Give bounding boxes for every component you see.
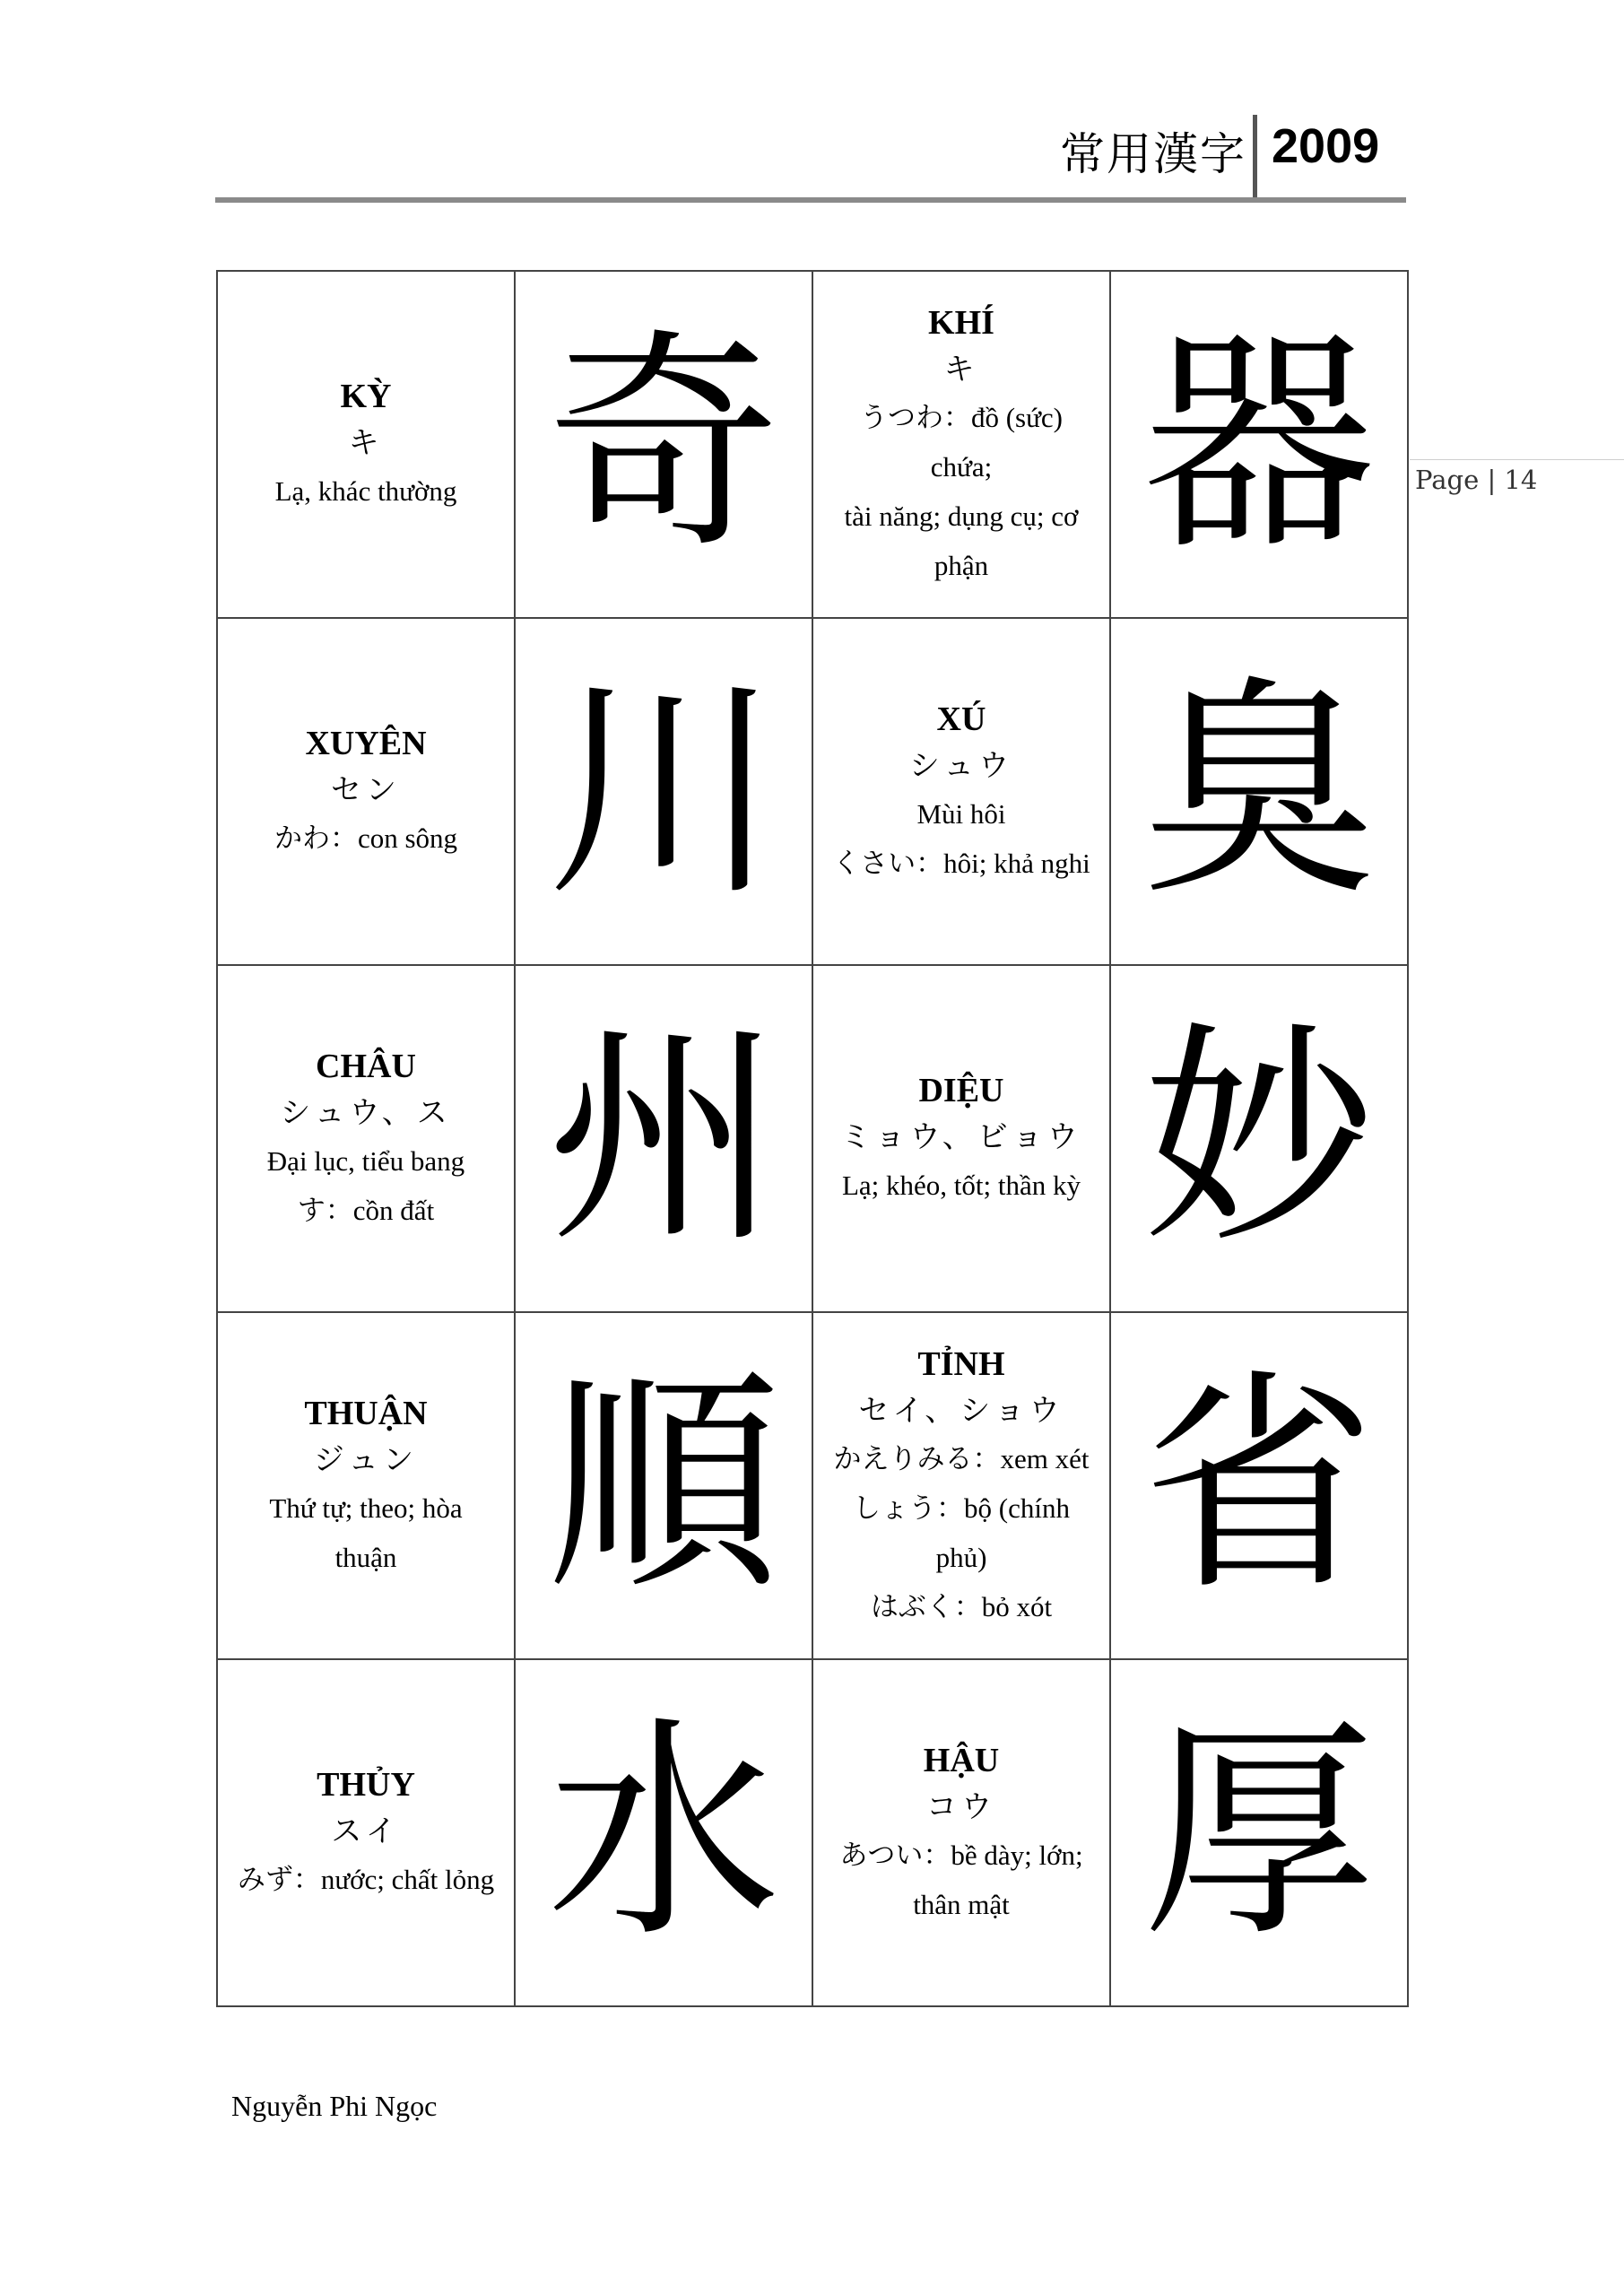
page-header	[215, 108, 1406, 203]
kanji-row	[217, 1312, 1408, 1659]
kanji-glyph-cell	[515, 271, 812, 618]
meaning-line: かわ：con sông	[274, 822, 458, 854]
kanji-info-cell	[812, 1312, 1110, 1659]
sino-vietnamese-reading: CHÂU	[316, 1047, 416, 1085]
meaning-line: phận	[934, 549, 989, 581]
kanji-info-cell	[812, 271, 1110, 618]
sino-vietnamese-reading: THỦY	[317, 1766, 415, 1804]
meaning-line: thân mật	[913, 1888, 1010, 1920]
sino-vietnamese-reading: KHÍ	[928, 303, 994, 342]
meaning-line: あつい：bề dày; lớn;	[839, 1839, 1083, 1871]
kanji-character: 川	[547, 656, 780, 927]
meaning-line: Mùi hôi	[916, 797, 1006, 830]
kanji-info-cell	[812, 1659, 1110, 2006]
kanji-glyph-cell	[515, 965, 812, 1312]
header-year: 2009	[1272, 119, 1380, 173]
kanji-row	[217, 1659, 1408, 2006]
kanji-row	[217, 271, 1408, 618]
kanji-glyph-cell	[1110, 618, 1408, 965]
sino-vietnamese-reading: HẬU	[923, 1741, 1000, 1779]
kanji-glyph-cell	[1110, 1312, 1408, 1659]
kanji-info-cell	[812, 618, 1110, 965]
sino-vietnamese-reading: XUYÊN	[305, 725, 427, 762]
meaning-line: しょう：bộ (chính	[853, 1492, 1070, 1524]
kanji-glyph-cell	[515, 618, 812, 965]
kanji-character: 奇	[547, 309, 780, 580]
header-rule	[215, 197, 1406, 203]
onyomi-reading: セイ、ショウ	[858, 1392, 1064, 1429]
kanji-info-cell	[812, 965, 1110, 1312]
meaning-line: みず：nước; chất lỏng	[237, 1864, 495, 1895]
meaning-line: phủ)	[935, 1541, 987, 1573]
kanji-info-cell	[217, 1312, 515, 1659]
onyomi-reading: セン	[331, 772, 401, 808]
kanji-glyph-cell	[1110, 271, 1408, 618]
kanji-glyph-cell	[515, 1659, 812, 2006]
kanji-glyph-cell	[1110, 1659, 1408, 2006]
kanji-info-cell	[217, 271, 515, 618]
kanji-character: 州	[547, 1003, 780, 1274]
sino-vietnamese-reading: THUẬN	[304, 1394, 428, 1432]
page-number-rule	[1410, 459, 1624, 460]
meaning-line: す：cồn đất	[297, 1194, 435, 1226]
onyomi-reading: コウ	[926, 1788, 996, 1825]
kanji-glyph-cell	[1110, 965, 1408, 1312]
header-divider	[1253, 115, 1257, 197]
onyomi-reading: シュウ	[908, 747, 1014, 784]
onyomi-reading: キ	[943, 351, 979, 387]
meaning-line: Đại lục, tiểu bang	[266, 1144, 465, 1177]
sino-vietnamese-reading: TỈNH	[917, 1344, 1005, 1383]
onyomi-reading: キ	[348, 425, 384, 461]
kanji-info-cell	[217, 618, 515, 965]
footer-author: Nguyễn Phi Ngọc	[231, 2090, 438, 2122]
kanji-character: 妙	[1142, 1003, 1376, 1274]
onyomi-reading: ミョウ、ビョウ	[840, 1119, 1082, 1155]
onyomi-reading: ジュン	[313, 1441, 419, 1478]
meaning-line: tài năng; dụng cụ; cơ	[844, 500, 1079, 532]
meaning-line: Lạ, khác thường	[274, 475, 457, 507]
header-title: 常用漢字	[1060, 128, 1246, 180]
kanji-character: 臭	[1142, 656, 1376, 927]
kanji-table	[216, 270, 1409, 2007]
sino-vietnamese-reading: XÚ	[936, 700, 986, 738]
meaning-line: うつわ：đồ (sức) chứa;	[859, 401, 1064, 483]
kanji-character: 器	[1142, 309, 1376, 580]
kanji-character: 厚	[1142, 1697, 1376, 1969]
meaning-line: くさい：hôi; khả nghi	[832, 847, 1090, 879]
kanji-row	[217, 965, 1408, 1312]
meaning-line: はぶく：bỏ xót	[870, 1590, 1053, 1622]
kanji-info-cell	[217, 965, 515, 1312]
page-number: Page | 14	[1415, 465, 1538, 495]
meaning-line: thuận	[334, 1541, 397, 1573]
onyomi-reading: シュウ、ス	[280, 1094, 452, 1131]
meaning-line: Thứ tự; theo; hòa	[269, 1492, 463, 1524]
kanji-info-cell	[217, 1659, 515, 2006]
sino-vietnamese-reading: DIỆU	[918, 1072, 1004, 1109]
meaning-line: かえりみる：xem xét	[833, 1442, 1090, 1474]
onyomi-reading: スイ	[331, 1813, 401, 1849]
kanji-row	[217, 618, 1408, 965]
sino-vietnamese-reading: KỲ	[340, 378, 392, 415]
kanji-character: 水	[547, 1697, 780, 1969]
kanji-character: 順	[547, 1350, 780, 1622]
meaning-line: Lạ; khéo, tốt; thần kỳ	[841, 1170, 1081, 1201]
kanji-character: 省	[1142, 1350, 1376, 1622]
kanji-glyph-cell	[515, 1312, 812, 1659]
